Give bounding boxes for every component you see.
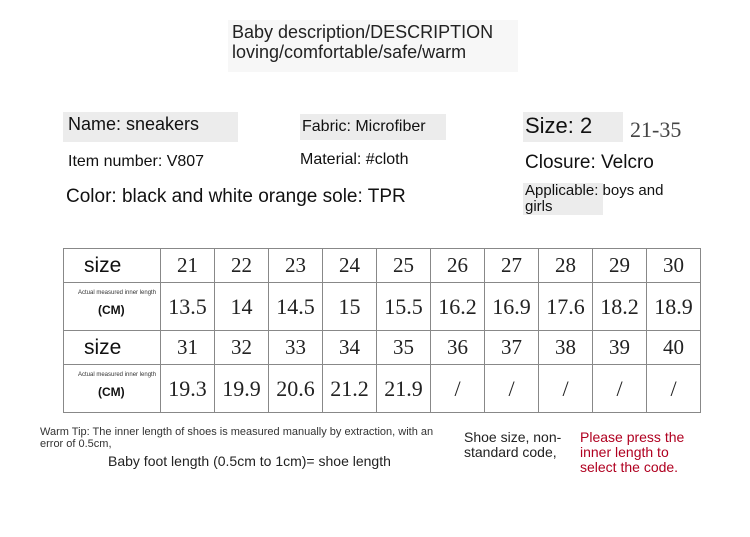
length-cell: / [647,365,701,413]
size-cell: 33 [269,331,323,365]
length-header [64,365,161,413]
length-cell: 15.5 [377,283,431,331]
foot-length-formula: Baby foot length (0.5cm to 1cm)= shoe length [108,453,391,469]
size-cell: 30 [647,249,701,283]
length-header-label: Actual measured inner length [78,290,157,296]
product-color: Color: black and white orange sole: TPR [66,186,406,207]
size-cell: 37 [485,331,539,365]
length-header [64,283,161,331]
product-name: Name: sneakers [68,114,200,134]
product-material: Material: #cloth [300,151,409,168]
length-cell: 21.9 [377,365,431,413]
length-cell: / [431,365,485,413]
product-fabric: Fabric: Microfiber [302,118,426,135]
length-cell: 16.9 [485,283,539,331]
size-cell: 22 [215,249,269,283]
header-subtitle: loving/comfortable/safe/warm [232,42,467,62]
length-row [64,365,701,413]
size-cell: 31 [161,331,215,365]
size-cell: 36 [431,331,485,365]
size-cell: 29 [593,249,647,283]
select-code-note: Please press the inner length to select the code. [580,429,685,475]
size-header: size [64,249,161,283]
length-cell: / [485,365,539,413]
size-cell: 26 [431,249,485,283]
item-number: Item number: V807 [68,153,205,170]
length-cell: 18.2 [593,283,647,331]
length-cell: 16.2 [431,283,485,331]
length-header-unit: (CM) [98,385,125,399]
size-header: size [64,331,161,365]
size-cell: 23 [269,249,323,283]
length-header-unit: (CM) [98,303,125,317]
length-row [64,283,701,331]
size-cell: 40 [647,331,701,365]
size-chart-table [63,248,701,413]
length-cell: 18.9 [647,283,701,331]
size-cell: 25 [377,249,431,283]
size-row [64,331,701,365]
length-cell: 13.5 [161,283,215,331]
size-cell: 39 [593,331,647,365]
size-cell: 38 [539,331,593,365]
length-cell: 14.5 [269,283,323,331]
closure-info: Closure: Velcro [525,152,654,173]
nonstandard-note: Shoe size, non-standard code, [464,429,562,460]
warm-tip: Warm Tip: The inner length of shoes is measured manually by extraction, with an error of 0.5cm, [40,426,434,450]
length-cell: 14 [215,283,269,331]
size-cell: 32 [215,331,269,365]
size-cell: 34 [323,331,377,365]
size-cell: 24 [323,249,377,283]
length-cell: 17.6 [539,283,593,331]
size-cell: 35 [377,331,431,365]
length-header-label: Actual measured inner length [78,372,157,378]
length-cell: 19.3 [161,365,215,413]
header-title: Baby description/DESCRIPTION [232,22,494,42]
size-cell: 21 [161,249,215,283]
size-range: 21-35 [630,117,682,142]
length-cell: / [593,365,647,413]
length-cell: 15 [323,283,377,331]
size-row [64,249,701,283]
size-info: Size: 2 [525,113,593,138]
length-cell: 21.2 [323,365,377,413]
size-cell: 28 [539,249,593,283]
length-cell: 20.6 [269,365,323,413]
length-cell: 19.9 [215,365,269,413]
applicable-info: Applicable: boys and girls [525,182,664,215]
size-cell: 27 [485,249,539,283]
length-cell: / [539,365,593,413]
